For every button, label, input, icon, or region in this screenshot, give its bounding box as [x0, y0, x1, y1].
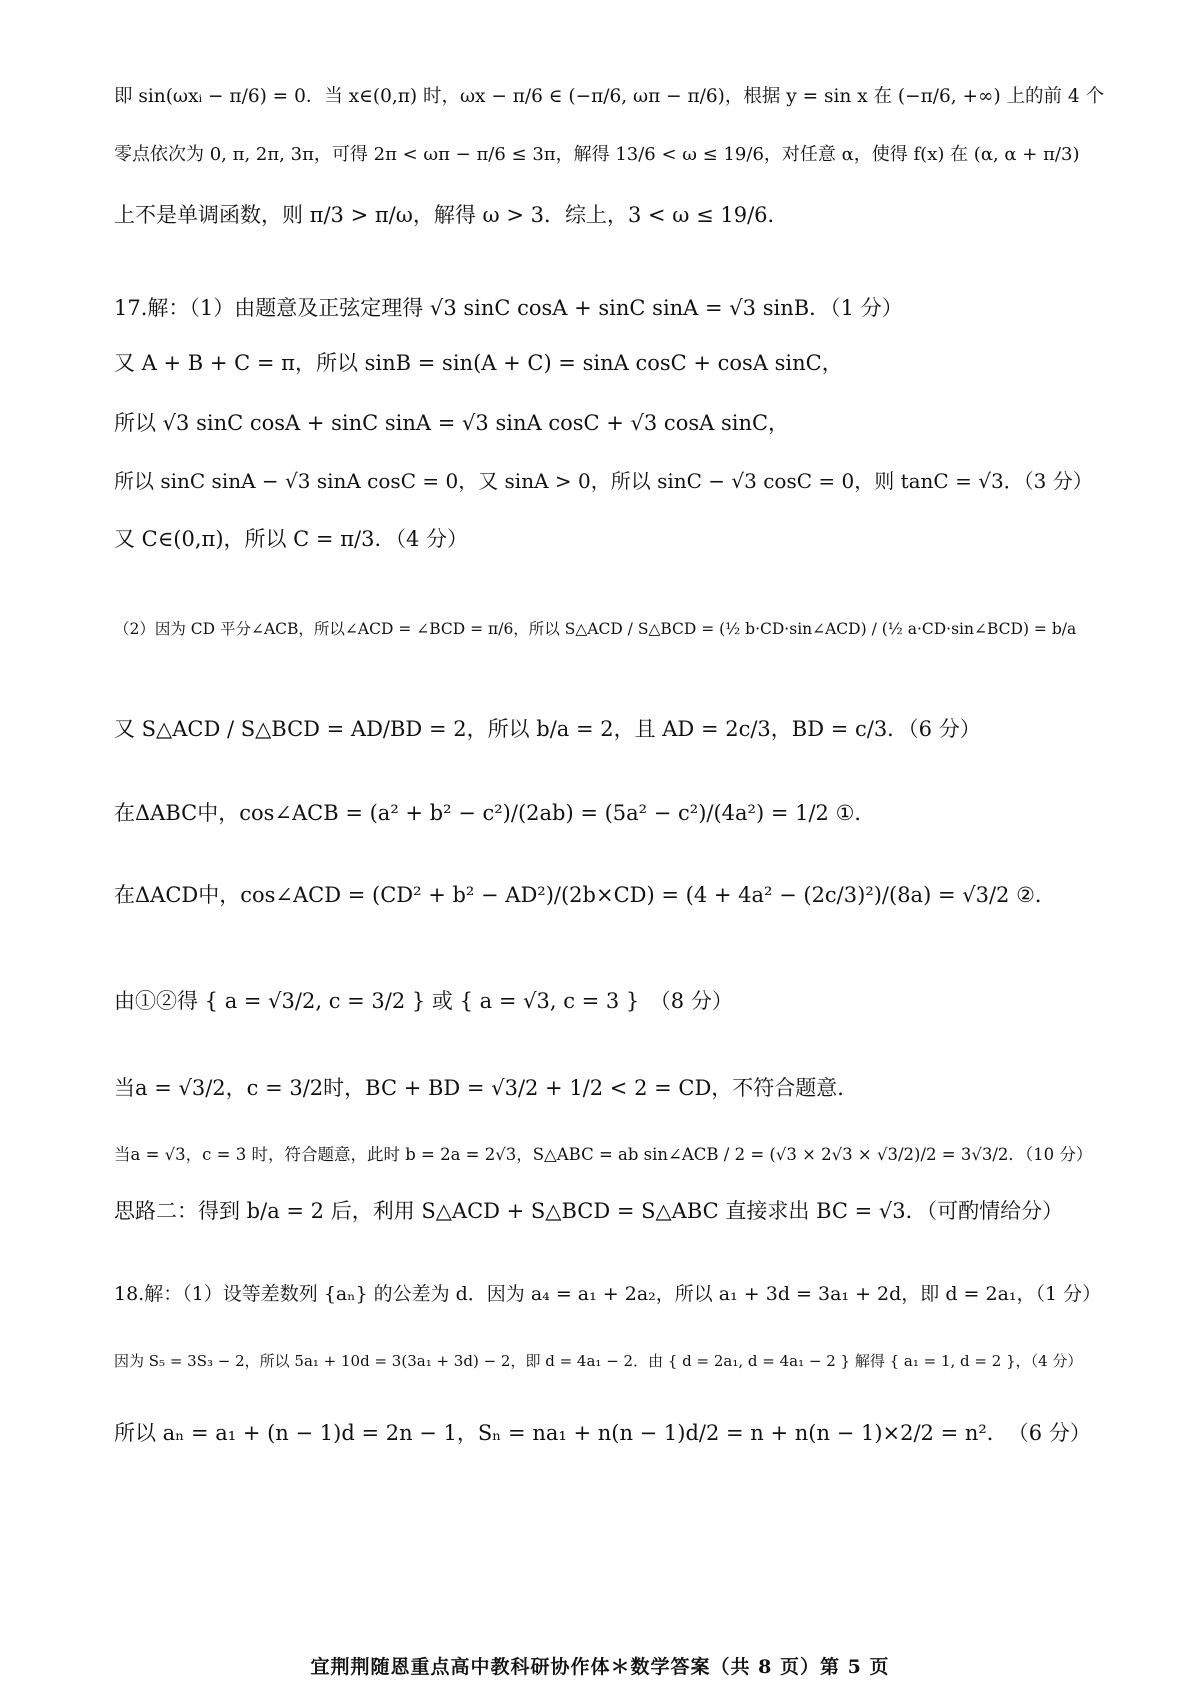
- text-line: 又 S△ACD / S△BCD = AD/BD = 2，所以 b/a = 2，且 AD = 2c/3，BD = c/3．（6 分）: [114, 717, 981, 741]
- text-line: 上不是单调函数，则 π/3 > π/ω，解得 ω > 3．综上，3 < ω ≤ 19/6．: [114, 203, 789, 227]
- problem-17-heading: 17.解：（1）由题意及正弦定理得 √3 sinC cosA + sinC sinA = √3 sinB．（1 分）: [114, 296, 903, 320]
- text-line: 由①②得 { a = √3/2, c = 3/2 } 或 { a = √3, c = 3 } （8 分）: [114, 989, 733, 1013]
- page-footer: 宜荆荆随恩重点高中教科研协作体＊数学答案（共 8 页）第 5 页: [310, 1656, 890, 1678]
- text-line: 在ΔABC中，cos∠ACB = (a² + b² − c²)/(2ab) = (5a² − c²)/(4a²) = 1/2 ①．: [114, 801, 876, 825]
- text-line: 所以 √3 sinC cosA + sinC sinA = √3 sinA cosC + √3 cosA sinC，: [114, 411, 790, 435]
- text-line: 因为 S₅ = 3S₃ − 2，所以 5a₁ + 10d = 3(3a₁ + 3d) − 2，即 d = 4a₁ − 2．由 { d = 2a₁, d = 4a₁ − 2 } 解得 { a₁ = 1, d = 2 }，（4 分）: [114, 1352, 1083, 1370]
- text-line: （2）因为 CD 平分∠ACB，所以∠ACD = ∠BCD = π/6，所以 S△ACD / S△BCD = (½ b·CD·sin∠ACD) / (½ a·CD·sin∠BCD) = b/a: [114, 620, 1077, 638]
- text-line: 即 sin(ωxᵢ − π/6) = 0．当 x∈(0,π) 时，ωx − π/6 ∈ (−π/6, ωπ − π/6)，根据 y = sin x 在 (−π/6, +∞) 上的前 4 个: [114, 86, 1104, 107]
- text-line: 所以 aₙ = a₁ + (n − 1)d = 2n − 1，Sₙ = na₁ + n(n − 1)d/2 = n + n(n − 1)×2/2 = n²． （6 分）: [114, 1421, 1091, 1445]
- problem-18-heading: 18.解：（1）设等差数列 {aₙ} 的公差为 d．因为 a₄ = a₁ + 2a₂，所以 a₁ + 3d = 3a₁ + 2d，即 d = 2a₁，（1 分）: [114, 1283, 1102, 1305]
- text-line: 当a = √3，c = 3 时，符合题意，此时 b = 2a = 2√3，S△ABC = ab sin∠ACB / 2 = (√3 × 2√3 × √3/2)/2 = 3√3/2．（10 分）: [114, 1145, 1093, 1164]
- text-line: 又 C∈(0,π)，所以 C = π/3．（4 分）: [114, 527, 468, 551]
- text-line: 所以 sinC sinA − √3 sinA cosC = 0，又 sinA > 0，所以 sinC − √3 cosC = 0，则 tanC = √3．（3 分）: [114, 469, 1093, 493]
- text-line: 当a = √3/2，c = 3/2时，BC + BD = √3/2 + 1/2 < 2 = CD，不符合题意．: [114, 1076, 859, 1100]
- text-line: 思路二：得到 b/a = 2 后，利用 S△ACD + S△BCD = S△ABC 直接求出 BC = √3．（可酌情给分）: [114, 1199, 1064, 1223]
- text-line: 在ΔACD中，cos∠ACD = (CD² + b² − AD²)/(2b×CD) = (4 + 4a² − (2c/3)²)/(8a) = √3/2 ②．: [114, 883, 1056, 907]
- text-line: 又 A + B + C = π，所以 sinB = sin(A + C) = sinA cosC + cosA sinC，: [114, 351, 843, 375]
- text-line: 零点依次为 0, π, 2π, 3π，可得 2π < ωπ − π/6 ≤ 3π，解得 13/6 < ω ≤ 19/6，对任意 α，使得 f(x) 在 (α, α + π/3): [114, 144, 1080, 165]
